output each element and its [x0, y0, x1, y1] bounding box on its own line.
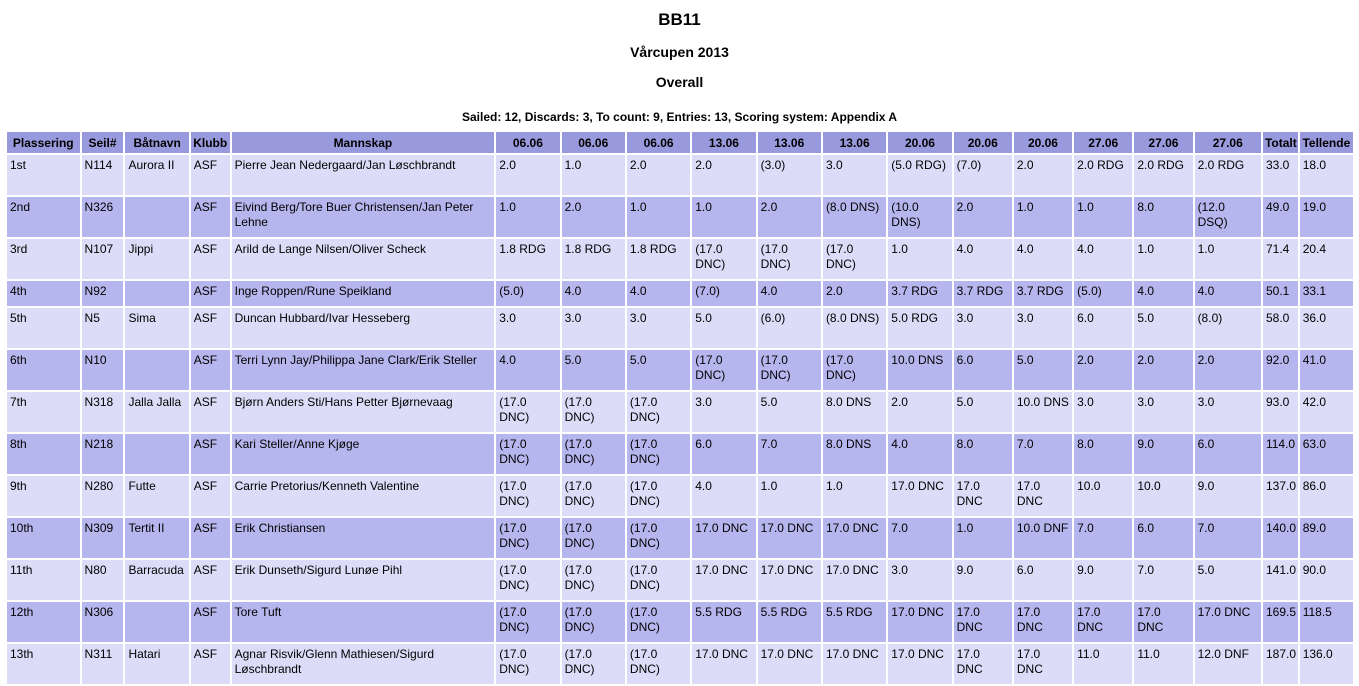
- race-score-cell: (17.0 DNC): [627, 434, 690, 474]
- race-score-cell: 7.0: [1195, 518, 1261, 558]
- nett-cell: 33.1: [1300, 281, 1353, 306]
- club-cell: ASF: [191, 602, 230, 642]
- place-cell: 9th: [7, 476, 80, 516]
- series-title: Overall: [655, 74, 704, 90]
- sail-number-cell: N309: [82, 518, 124, 558]
- crew-cell: Tore Tuft: [232, 602, 495, 642]
- crew-cell: Kari Steller/Anne Kjøge: [232, 434, 495, 474]
- boat-name-cell: Barracuda: [125, 560, 188, 600]
- place-cell: 10th: [7, 518, 80, 558]
- total-cell: 33.0: [1263, 155, 1298, 195]
- race-score-cell: (17.0 DNC): [562, 392, 625, 432]
- sail-number-cell: N218: [82, 434, 124, 474]
- race-score-cell: 5.0 RDG: [888, 308, 951, 348]
- race-score-cell: 9.0: [954, 560, 1012, 600]
- column-header: 20.06: [1014, 132, 1072, 153]
- nett-cell: 89.0: [1300, 518, 1353, 558]
- column-header: 13.06: [823, 132, 886, 153]
- table-row: [7, 560, 1353, 600]
- club-cell: ASF: [191, 518, 230, 558]
- race-score-cell: (17.0 DNC): [562, 518, 625, 558]
- race-score-cell: 12.0 DNF: [1195, 644, 1261, 684]
- column-header: 13.06: [758, 132, 821, 153]
- column-header: 06.06: [496, 132, 559, 153]
- total-cell: 140.0: [1263, 518, 1298, 558]
- sail-number-cell: N311: [82, 644, 124, 684]
- race-score-cell: 4.0: [562, 281, 625, 306]
- column-header: Seil#: [82, 132, 124, 153]
- race-score-cell: (17.0 DNC): [562, 644, 625, 684]
- race-score-cell: 1.8 RDG: [562, 239, 625, 279]
- nett-cell: 18.0: [1300, 155, 1353, 195]
- race-score-cell: 17.0 DNC: [692, 518, 755, 558]
- race-score-cell: 6.0: [1014, 560, 1072, 600]
- race-score-cell: 2.0 RDG: [1134, 155, 1192, 195]
- race-score-cell: 7.0: [1134, 560, 1192, 600]
- race-score-cell: (12.0 DSQ): [1195, 197, 1261, 237]
- boat-name-cell: [125, 281, 188, 306]
- race-score-cell: (17.0 DNC): [496, 434, 559, 474]
- race-score-cell: (17.0 DNC): [496, 518, 559, 558]
- club-cell: ASF: [191, 197, 230, 237]
- race-score-cell: 17.0 DNC: [692, 644, 755, 684]
- race-score-cell: 17.0 DNC: [758, 518, 821, 558]
- column-header: Klubb: [191, 132, 230, 153]
- sail-number-cell: N318: [82, 392, 124, 432]
- race-score-cell: 2.0 RDG: [1195, 155, 1261, 195]
- total-cell: 187.0: [1263, 644, 1298, 684]
- crew-cell: Inge Roppen/Rune Speikland: [232, 281, 495, 306]
- crew-cell: Pierre Jean Nedergaard/Jan Løschbrandt: [232, 155, 495, 195]
- club-cell: ASF: [191, 644, 230, 684]
- column-header: Tellende: [1300, 132, 1353, 153]
- table-row: [7, 308, 1353, 348]
- table-row: [7, 239, 1353, 279]
- race-score-cell: 17.0 DNC: [888, 644, 951, 684]
- race-score-cell: 2.0: [888, 392, 951, 432]
- race-score-cell: 4.0: [1134, 281, 1192, 306]
- race-score-cell: 5.0: [1195, 560, 1261, 600]
- total-cell: 92.0: [1263, 350, 1298, 390]
- club-cell: ASF: [191, 350, 230, 390]
- race-score-cell: 3.0: [888, 560, 951, 600]
- total-cell: 137.0: [1263, 476, 1298, 516]
- table-row: [7, 518, 1353, 558]
- race-score-cell: 2.0: [692, 155, 755, 195]
- sail-number-cell: N80: [82, 560, 124, 600]
- race-score-cell: 17.0 DNC: [758, 644, 821, 684]
- race-score-cell: 3.7 RDG: [1014, 281, 1072, 306]
- place-cell: 7th: [7, 392, 80, 432]
- crew-cell: Duncan Hubbard/Ivar Hesseberg: [232, 308, 495, 348]
- crew-cell: Erik Christiansen: [232, 518, 495, 558]
- race-score-cell: (17.0 DNC): [627, 392, 690, 432]
- race-score-cell: 3.0: [1074, 392, 1132, 432]
- race-score-cell: (8.0 DNS): [823, 197, 886, 237]
- race-score-cell: 10.0 DNS: [1014, 392, 1072, 432]
- nett-cell: 90.0: [1300, 560, 1353, 600]
- race-score-cell: (17.0 DNC): [562, 434, 625, 474]
- race-score-cell: 2.0: [1014, 155, 1072, 195]
- club-cell: ASF: [191, 434, 230, 474]
- column-header: Mannskap: [232, 132, 495, 153]
- race-score-cell: (17.0 DNC): [823, 239, 886, 279]
- boat-name-cell: [125, 434, 188, 474]
- sail-number-cell: N114: [82, 155, 124, 195]
- crew-cell: Eivind Berg/Tore Buer Christensen/Jan Peter Lehne: [232, 197, 495, 237]
- sail-number-cell: N306: [82, 602, 124, 642]
- race-score-cell: 17.0 DNC: [1134, 602, 1192, 642]
- boat-name-cell: Aurora II: [125, 155, 188, 195]
- race-score-cell: 2.0: [954, 197, 1012, 237]
- table-row: [7, 281, 1353, 306]
- crew-cell: Erik Dunseth/Sigurd Lunøe Pihl: [232, 560, 495, 600]
- race-score-cell: 4.0: [758, 281, 821, 306]
- race-score-cell: 1.0: [1195, 239, 1261, 279]
- club-cell: ASF: [191, 281, 230, 306]
- race-score-cell: 17.0 DNC: [888, 602, 951, 642]
- race-score-cell: 17.0 DNC: [954, 644, 1012, 684]
- race-score-cell: 8.0: [1074, 434, 1132, 474]
- race-score-cell: (5.0): [1074, 281, 1132, 306]
- race-score-cell: 9.0: [1074, 560, 1132, 600]
- race-score-cell: 2.0: [627, 155, 690, 195]
- race-score-cell: 5.5 RDG: [823, 602, 886, 642]
- place-cell: 4th: [7, 281, 80, 306]
- column-header: Plassering: [7, 132, 80, 153]
- race-score-cell: 10.0: [1134, 476, 1192, 516]
- table-row: [7, 476, 1353, 516]
- race-score-cell: 10.0 DNF: [1014, 518, 1072, 558]
- column-header: 13.06: [692, 132, 755, 153]
- race-score-cell: 6.0: [1074, 308, 1132, 348]
- place-cell: 1st: [7, 155, 80, 195]
- table-row: [7, 392, 1353, 432]
- race-score-cell: (17.0 DNC): [823, 350, 886, 390]
- nett-cell: 41.0: [1300, 350, 1353, 390]
- club-cell: ASF: [191, 239, 230, 279]
- race-score-cell: 8.0: [1134, 197, 1192, 237]
- race-score-cell: 3.0: [954, 308, 1012, 348]
- crew-cell: Arild de Lange Nilsen/Oliver Scheck: [232, 239, 495, 279]
- race-score-cell: 17.0 DNC: [1195, 602, 1261, 642]
- column-header: 20.06: [954, 132, 1012, 153]
- race-score-cell: 2.0: [823, 281, 886, 306]
- boat-name-cell: Futte: [125, 476, 188, 516]
- race-score-cell: 17.0 DNC: [1074, 602, 1132, 642]
- race-score-cell: (10.0 DNS): [888, 197, 951, 237]
- race-score-cell: 9.0: [1195, 476, 1261, 516]
- club-cell: ASF: [191, 476, 230, 516]
- race-score-cell: (17.0 DNC): [627, 518, 690, 558]
- race-score-cell: 3.0: [1134, 392, 1192, 432]
- race-score-cell: 5.0: [627, 350, 690, 390]
- sail-number-cell: N92: [82, 281, 124, 306]
- race-score-cell: 1.8 RDG: [496, 239, 559, 279]
- race-score-cell: 2.0: [562, 197, 625, 237]
- race-score-cell: 2.0: [758, 197, 821, 237]
- race-score-cell: 5.0: [758, 392, 821, 432]
- race-score-cell: 17.0 DNC: [1014, 644, 1072, 684]
- race-score-cell: 17.0 DNC: [823, 560, 886, 600]
- race-score-cell: 17.0 DNC: [954, 476, 1012, 516]
- table-row: [7, 155, 1353, 195]
- race-score-cell: 11.0: [1134, 644, 1192, 684]
- race-score-cell: 1.0: [692, 197, 755, 237]
- column-header: 27.06: [1195, 132, 1261, 153]
- race-score-cell: (17.0 DNC): [692, 350, 755, 390]
- race-score-cell: 6.0: [954, 350, 1012, 390]
- crew-cell: Bjørn Anders Sti/Hans Petter Bjørnevaag: [232, 392, 495, 432]
- column-header: 27.06: [1074, 132, 1132, 153]
- scoring-summary: Sailed: 12, Discards: 3, To count: 9, Entries: 13, Scoring system: Appendix A: [462, 110, 897, 124]
- race-score-cell: 4.0: [692, 476, 755, 516]
- race-score-cell: 10.0: [1074, 476, 1132, 516]
- nett-cell: 42.0: [1300, 392, 1353, 432]
- race-score-cell: 1.0: [496, 197, 559, 237]
- table-row: [7, 350, 1353, 390]
- race-score-cell: 8.0: [954, 434, 1012, 474]
- club-cell: ASF: [191, 308, 230, 348]
- race-score-cell: 4.0: [954, 239, 1012, 279]
- crew-cell: Terri Lynn Jay/Philippa Jane Clark/Erik Steller: [232, 350, 495, 390]
- race-score-cell: 5.0: [1014, 350, 1072, 390]
- race-score-cell: (17.0 DNC): [692, 239, 755, 279]
- race-score-cell: 4.0: [1014, 239, 1072, 279]
- race-score-cell: 8.0 DNS: [823, 434, 886, 474]
- sail-number-cell: N326: [82, 197, 124, 237]
- total-cell: 58.0: [1263, 308, 1298, 348]
- race-score-cell: 2.0: [496, 155, 559, 195]
- race-score-cell: 3.0: [627, 308, 690, 348]
- sail-number-cell: N107: [82, 239, 124, 279]
- race-score-cell: 7.0: [758, 434, 821, 474]
- total-cell: 141.0: [1263, 560, 1298, 600]
- place-cell: 2nd: [7, 197, 80, 237]
- race-score-cell: 6.0: [692, 434, 755, 474]
- boat-name-cell: [125, 602, 188, 642]
- column-header: Båtnavn: [125, 132, 188, 153]
- boat-name-cell: [125, 197, 188, 237]
- race-score-cell: 2.0: [1074, 350, 1132, 390]
- nett-cell: 19.0: [1300, 197, 1353, 237]
- race-score-cell: (8.0 DNS): [823, 308, 886, 348]
- race-score-cell: 17.0 DNC: [823, 644, 886, 684]
- nett-cell: 86.0: [1300, 476, 1353, 516]
- race-score-cell: (17.0 DNC): [627, 644, 690, 684]
- table-row: [7, 644, 1353, 684]
- race-score-cell: 4.0: [888, 434, 951, 474]
- race-score-cell: 6.0: [1134, 518, 1192, 558]
- race-score-cell: (17.0 DNC): [758, 239, 821, 279]
- race-score-cell: (17.0 DNC): [627, 560, 690, 600]
- race-score-cell: 1.0: [1014, 197, 1072, 237]
- race-score-cell: (17.0 DNC): [496, 392, 559, 432]
- race-score-cell: (17.0 DNC): [562, 560, 625, 600]
- race-score-cell: (17.0 DNC): [562, 602, 625, 642]
- race-score-cell: 17.0 DNC: [1014, 602, 1072, 642]
- race-score-cell: 17.0 DNC: [1014, 476, 1072, 516]
- results-table: [5, 130, 1355, 686]
- race-score-cell: 11.0: [1074, 644, 1132, 684]
- race-score-cell: (17.0 DNC): [496, 644, 559, 684]
- race-score-cell: 17.0 DNC: [954, 602, 1012, 642]
- race-score-cell: 1.0: [954, 518, 1012, 558]
- place-cell: 11th: [7, 560, 80, 600]
- race-score-cell: 7.0: [1074, 518, 1132, 558]
- race-score-cell: 3.0: [692, 392, 755, 432]
- club-cell: ASF: [191, 560, 230, 600]
- race-score-cell: 1.0: [627, 197, 690, 237]
- race-score-cell: 2.0: [1195, 350, 1261, 390]
- race-score-cell: 17.0 DNC: [692, 560, 755, 600]
- total-cell: 49.0: [1263, 197, 1298, 237]
- nett-cell: 36.0: [1300, 308, 1353, 348]
- race-score-cell: 1.8 RDG: [627, 239, 690, 279]
- race-score-cell: 8.0 DNS: [823, 392, 886, 432]
- race-score-cell: 3.0: [1195, 392, 1261, 432]
- race-score-cell: 17.0 DNC: [888, 476, 951, 516]
- race-score-cell: 4.0: [1195, 281, 1261, 306]
- event-title: Vårcupen 2013: [630, 44, 729, 60]
- sail-number-cell: N5: [82, 308, 124, 348]
- total-cell: 169.5: [1263, 602, 1298, 642]
- race-score-cell: 1.0: [823, 476, 886, 516]
- race-score-cell: (7.0): [954, 155, 1012, 195]
- race-score-cell: (5.0 RDG): [888, 155, 951, 195]
- race-score-cell: 5.0: [692, 308, 755, 348]
- column-header: 27.06: [1134, 132, 1192, 153]
- race-score-cell: 1.0: [888, 239, 951, 279]
- race-score-cell: 7.0: [1014, 434, 1072, 474]
- race-score-cell: 5.0: [954, 392, 1012, 432]
- table-header-row: [7, 132, 1353, 153]
- race-score-cell: (17.0 DNC): [627, 476, 690, 516]
- race-score-cell: (3.0): [758, 155, 821, 195]
- place-cell: 12th: [7, 602, 80, 642]
- place-cell: 3rd: [7, 239, 80, 279]
- race-score-cell: 5.5 RDG: [692, 602, 755, 642]
- race-score-cell: 4.0: [627, 281, 690, 306]
- race-score-cell: 2.0 RDG: [1074, 155, 1132, 195]
- total-cell: 71.4: [1263, 239, 1298, 279]
- race-score-cell: 3.0: [496, 308, 559, 348]
- nett-cell: 20.4: [1300, 239, 1353, 279]
- column-header: 06.06: [562, 132, 625, 153]
- sail-number-cell: N10: [82, 350, 124, 390]
- race-score-cell: (5.0): [496, 281, 559, 306]
- race-score-cell: 4.0: [1074, 239, 1132, 279]
- club-cell: ASF: [191, 392, 230, 432]
- race-score-cell: 17.0 DNC: [823, 518, 886, 558]
- club-cell: ASF: [191, 155, 230, 195]
- race-score-cell: 3.7 RDG: [954, 281, 1012, 306]
- boat-name-cell: Jippi: [125, 239, 188, 279]
- results-body: [7, 155, 1353, 684]
- sail-number-cell: N280: [82, 476, 124, 516]
- table-row: [7, 602, 1353, 642]
- place-cell: 6th: [7, 350, 80, 390]
- race-score-cell: (17.0 DNC): [627, 602, 690, 642]
- table-row: [7, 434, 1353, 474]
- race-score-cell: 1.0: [758, 476, 821, 516]
- nett-cell: 63.0: [1300, 434, 1353, 474]
- race-score-cell: 1.0: [1134, 239, 1192, 279]
- race-score-cell: 7.0: [888, 518, 951, 558]
- race-score-cell: (17.0 DNC): [496, 476, 559, 516]
- race-score-cell: 1.0: [1074, 197, 1132, 237]
- boat-name-cell: Sima: [125, 308, 188, 348]
- boat-name-cell: [125, 350, 188, 390]
- race-score-cell: 4.0: [496, 350, 559, 390]
- class-title: BB11: [658, 10, 701, 29]
- boat-name-cell: Jalla Jalla: [125, 392, 188, 432]
- place-cell: 13th: [7, 644, 80, 684]
- race-score-cell: 5.5 RDG: [758, 602, 821, 642]
- place-cell: 5th: [7, 308, 80, 348]
- crew-cell: Agnar Risvik/Glenn Mathiesen/Sigurd Løschbrandt: [232, 644, 495, 684]
- race-score-cell: (17.0 DNC): [496, 560, 559, 600]
- race-score-cell: (17.0 DNC): [562, 476, 625, 516]
- boat-name-cell: Tertit II: [125, 518, 188, 558]
- race-score-cell: 6.0: [1195, 434, 1261, 474]
- column-header: 06.06: [627, 132, 690, 153]
- race-score-cell: (6.0): [758, 308, 821, 348]
- race-score-cell: 3.0: [823, 155, 886, 195]
- table-row: [7, 197, 1353, 237]
- race-score-cell: 5.0: [562, 350, 625, 390]
- race-score-cell: (17.0 DNC): [758, 350, 821, 390]
- crew-cell: Carrie Pretorius/Kenneth Valentine: [232, 476, 495, 516]
- total-cell: 50.1: [1263, 281, 1298, 306]
- place-cell: 8th: [7, 434, 80, 474]
- race-score-cell: (7.0): [692, 281, 755, 306]
- race-score-cell: 9.0: [1134, 434, 1192, 474]
- race-score-cell: 3.7 RDG: [888, 281, 951, 306]
- nett-cell: 136.0: [1300, 644, 1353, 684]
- column-header: 20.06: [888, 132, 951, 153]
- race-score-cell: 2.0: [1134, 350, 1192, 390]
- boat-name-cell: Hatari: [125, 644, 188, 684]
- race-score-cell: 3.0: [562, 308, 625, 348]
- total-cell: 93.0: [1263, 392, 1298, 432]
- race-score-cell: 10.0 DNS: [888, 350, 951, 390]
- race-score-cell: 17.0 DNC: [758, 560, 821, 600]
- race-score-cell: 1.0: [562, 155, 625, 195]
- nett-cell: 118.5: [1300, 602, 1353, 642]
- race-score-cell: (17.0 DNC): [496, 602, 559, 642]
- total-cell: 114.0: [1263, 434, 1298, 474]
- race-score-cell: 3.0: [1014, 308, 1072, 348]
- column-header: Totalt: [1263, 132, 1298, 153]
- race-score-cell: (8.0): [1195, 308, 1261, 348]
- race-score-cell: 5.0: [1134, 308, 1192, 348]
